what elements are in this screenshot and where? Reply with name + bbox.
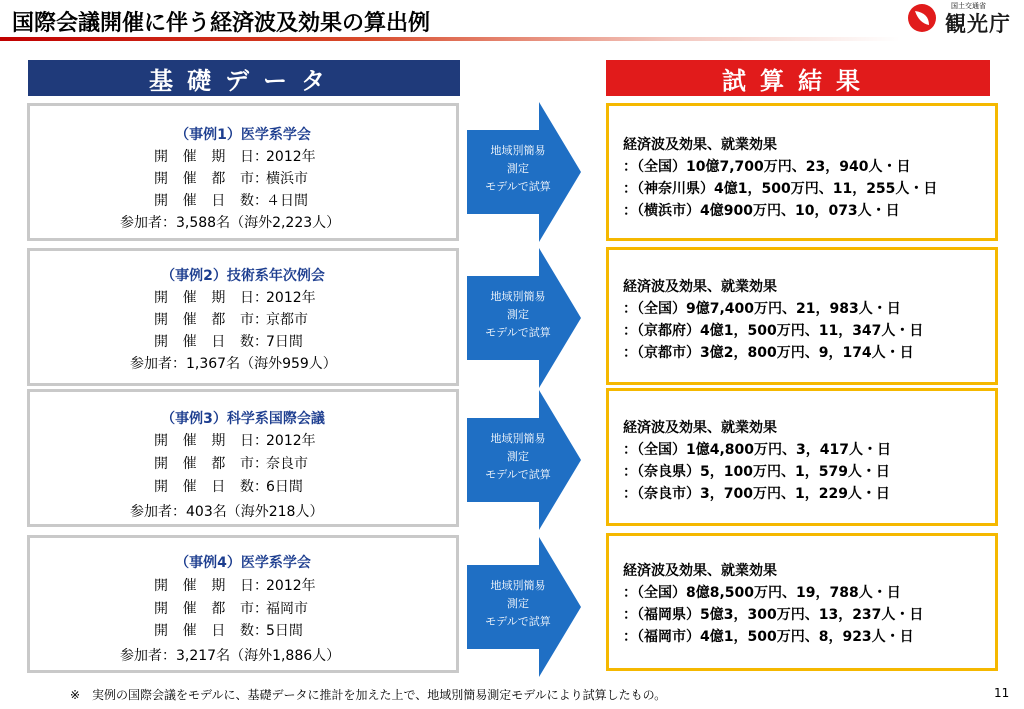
result-line: ：（横浜市）4億900万円、10，073人・日 bbox=[623, 203, 900, 219]
row-value: 5日間 bbox=[266, 623, 303, 639]
case-row: 開催日数：6日間 bbox=[154, 476, 303, 496]
arrow-label: 地域別簡易 測定 モデルで試算 bbox=[485, 432, 551, 481]
case-title: （事例1）医学系学会 bbox=[175, 127, 311, 143]
model-arrow bbox=[467, 390, 583, 530]
row-label: 開催都市 bbox=[154, 456, 254, 472]
footnote: ※ 実例の国際会議をモデルに、基礎データに推計を加えた上で、地域別簡易測定モデルにより試算したもの。 bbox=[70, 688, 667, 702]
result-box bbox=[606, 103, 998, 241]
row-label: 開催日数 bbox=[154, 334, 254, 350]
case-row: 開催期日：2012年 bbox=[154, 146, 316, 166]
result-box bbox=[606, 247, 998, 385]
row-value: 7日間 bbox=[266, 334, 303, 350]
result-box bbox=[606, 533, 998, 671]
case-row: 開催都市：横浜市 bbox=[154, 168, 308, 188]
case-box bbox=[27, 535, 459, 673]
case-box bbox=[27, 248, 459, 386]
logo-agency-text: 観光庁 bbox=[945, 12, 1011, 36]
model-arrow bbox=[467, 102, 583, 242]
result-line: ：（福岡市）4億1，500万円、8，923人・日 bbox=[623, 629, 914, 645]
arrow-label: 地域別簡易 測定 モデルで試算 bbox=[485, 579, 551, 628]
result-line: ：（京都府）4億1，500万円、11，347人・日 bbox=[623, 323, 924, 339]
case-box bbox=[27, 103, 459, 241]
case-box bbox=[27, 389, 459, 527]
participants: 参加者：1,367名（海外959人） bbox=[130, 356, 337, 372]
result-title: 経済波及効果、就業効果 bbox=[623, 279, 777, 295]
row-label: 開催期日 bbox=[154, 578, 254, 594]
logo-sun-icon bbox=[907, 3, 937, 33]
case-row: 開催期日：2012年 bbox=[154, 430, 316, 450]
case-row: 開催都市：福岡市 bbox=[154, 598, 308, 618]
row-label: 開催日数 bbox=[154, 479, 254, 495]
result-line: ：（奈良市）3，700万円、1，229人・日 bbox=[623, 486, 890, 502]
case-row: 開催都市：京都市 bbox=[154, 309, 308, 329]
row-label: 開催都市 bbox=[154, 312, 254, 328]
participants: 参加者：3,217名（海外1,886人） bbox=[120, 648, 341, 664]
result-line: ：（福岡県）5億3，300万円、13，237人・日 bbox=[623, 607, 924, 623]
row-label: 開催都市 bbox=[154, 601, 254, 617]
row-value: 福岡市 bbox=[266, 601, 308, 617]
result-line: ：（全国）1億4,800万円、3，417人・日 bbox=[623, 442, 891, 458]
row-label: 開催都市 bbox=[154, 171, 254, 187]
participants: 参加者：3,588名（海外2,223人） bbox=[120, 215, 341, 231]
case-row: 開催期日：2012年 bbox=[154, 287, 316, 307]
page-title: 国際会議開催に伴う経済波及効果の算出例 bbox=[12, 11, 431, 36]
row-value: 2012年 bbox=[266, 290, 316, 306]
row-value: 2012年 bbox=[266, 578, 316, 594]
model-arrow bbox=[467, 537, 583, 677]
case-row: 開催都市：奈良市 bbox=[154, 453, 308, 473]
result-title: 経済波及効果、就業効果 bbox=[623, 563, 777, 579]
result-line: ：（全国）10億7,700万円、23，940人・日 bbox=[623, 159, 911, 175]
page-number: 11 bbox=[994, 686, 1010, 700]
case-row: 開催日数：４日間 bbox=[154, 190, 308, 210]
result-line: ：（奈良県）5，100万円、1，579人・日 bbox=[623, 464, 890, 480]
row-value: 2012年 bbox=[266, 433, 316, 449]
result-box bbox=[606, 388, 998, 526]
model-arrow bbox=[467, 248, 583, 388]
row-label: 開催期日 bbox=[154, 433, 254, 449]
title-underline bbox=[0, 37, 900, 41]
base-data-heading: 基礎データ bbox=[28, 60, 460, 96]
row-value: 奈良市 bbox=[266, 456, 308, 472]
row-value: 京都市 bbox=[266, 312, 308, 328]
row-label: 開催日数 bbox=[154, 623, 254, 639]
row-label: 開催日数 bbox=[154, 193, 254, 209]
result-line: ：（神奈川県）4億1，500万円、11，255人・日 bbox=[623, 181, 938, 197]
arrow-label: 地域別簡易 測定 モデルで試算 bbox=[485, 144, 551, 193]
row-value: ４日間 bbox=[266, 193, 308, 209]
header bbox=[0, 0, 1024, 42]
row-value: 2012年 bbox=[266, 149, 316, 165]
results-heading: 試算結果 bbox=[606, 60, 990, 96]
row-label: 開催期日 bbox=[154, 290, 254, 306]
result-line: ：（全国）9億7,400万円、21，983人・日 bbox=[623, 301, 901, 317]
case-title: （事例3）科学系国際会議 bbox=[161, 411, 325, 427]
result-line: ：（全国）8億8,500万円、19，788人・日 bbox=[623, 585, 901, 601]
result-line: ：（京都市）3億2，800万円、9，174人・日 bbox=[623, 345, 914, 361]
agency-logo bbox=[905, 0, 1023, 36]
arrow-label: 地域別簡易 測定 モデルで試算 bbox=[485, 290, 551, 339]
result-title: 経済波及効果、就業効果 bbox=[623, 420, 777, 436]
case-title: （事例2）技術系年次例会 bbox=[161, 268, 325, 284]
case-row: 開催日数：7日間 bbox=[154, 331, 303, 351]
row-value: 6日間 bbox=[266, 479, 303, 495]
logo-ministry-text: 国土交通省 bbox=[951, 2, 986, 10]
result-title: 経済波及効果、就業効果 bbox=[623, 137, 777, 153]
case-row: 開催期日：2012年 bbox=[154, 575, 316, 595]
participants: 参加者：403名（海外218人） bbox=[130, 504, 324, 520]
row-label: 開催期日 bbox=[154, 149, 254, 165]
case-row: 開催日数：5日間 bbox=[154, 620, 303, 640]
case-title: （事例4）医学系学会 bbox=[175, 555, 311, 571]
row-value: 横浜市 bbox=[266, 171, 308, 187]
